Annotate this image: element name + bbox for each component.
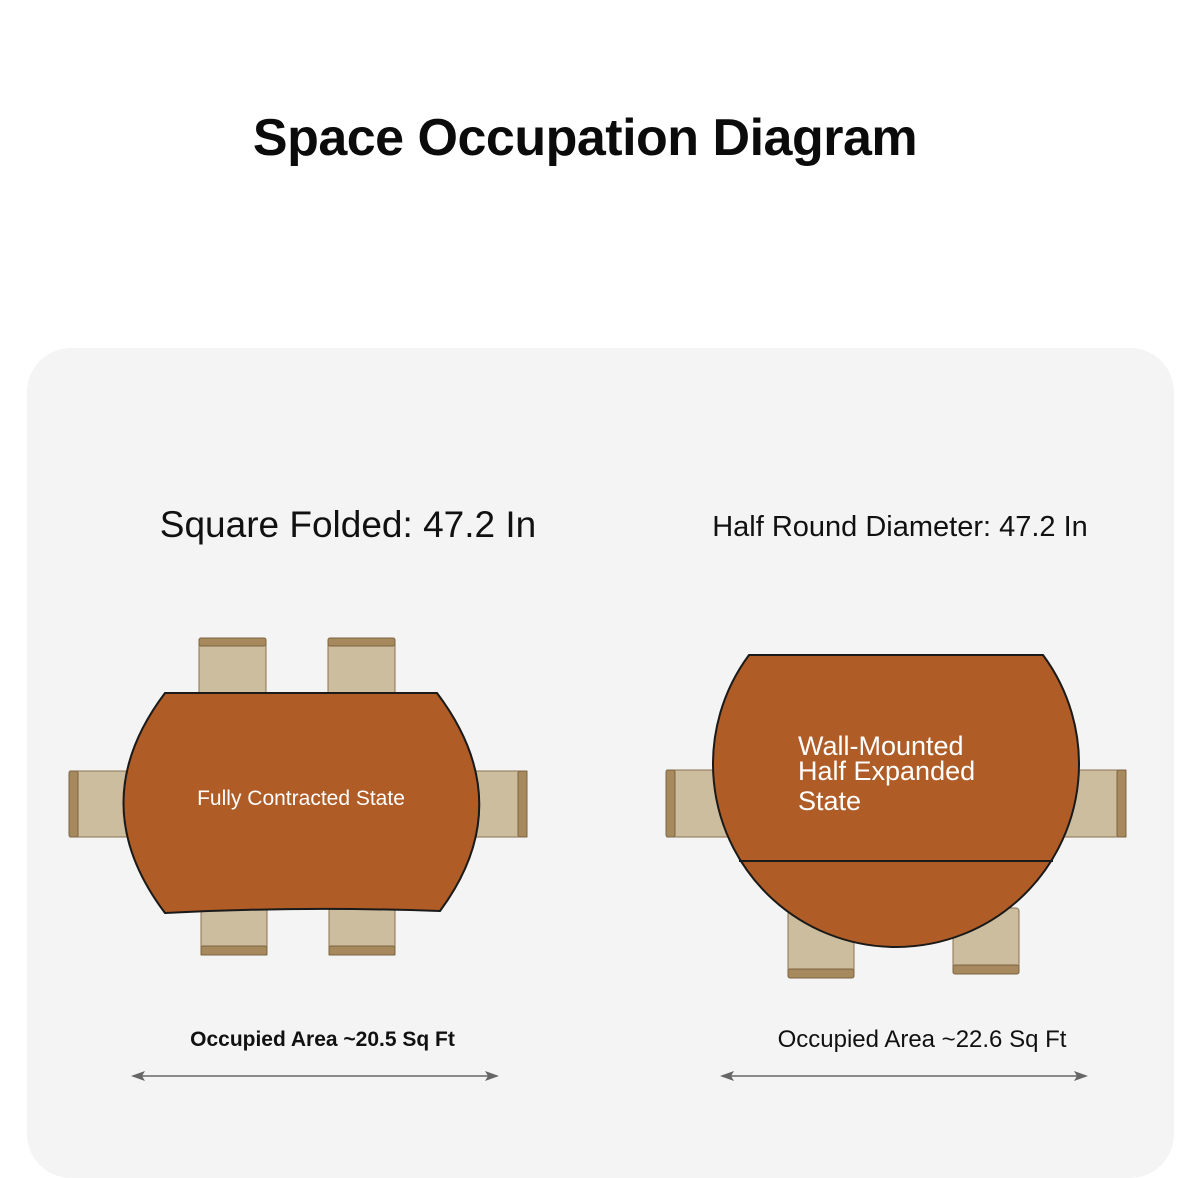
left-area-label: Occupied Area ~20.5 Sq Ft [190, 1028, 455, 1051]
right-state-label-line-2: Half Expanded [798, 756, 976, 786]
chair-top-right [328, 638, 395, 700]
chair-top-left [199, 638, 266, 700]
right-table-top [713, 655, 1079, 947]
left-state-label: Fully Contracted State [197, 787, 405, 810]
right-table-group [666, 655, 1126, 978]
right-state-label-line-1: Wall-Mounted [798, 731, 964, 761]
left-heading: Square Folded: 47.2 In [159, 504, 537, 545]
right-state-label-line-3: State [798, 786, 862, 816]
right-heading: Half Round Diameter: 47.2 In [712, 510, 1088, 543]
page-title: Space Occupation Diagram [252, 109, 918, 167]
right-area-label: Occupied Area ~22.6 Sq Ft [777, 1026, 1067, 1053]
left-table-group [69, 638, 527, 955]
